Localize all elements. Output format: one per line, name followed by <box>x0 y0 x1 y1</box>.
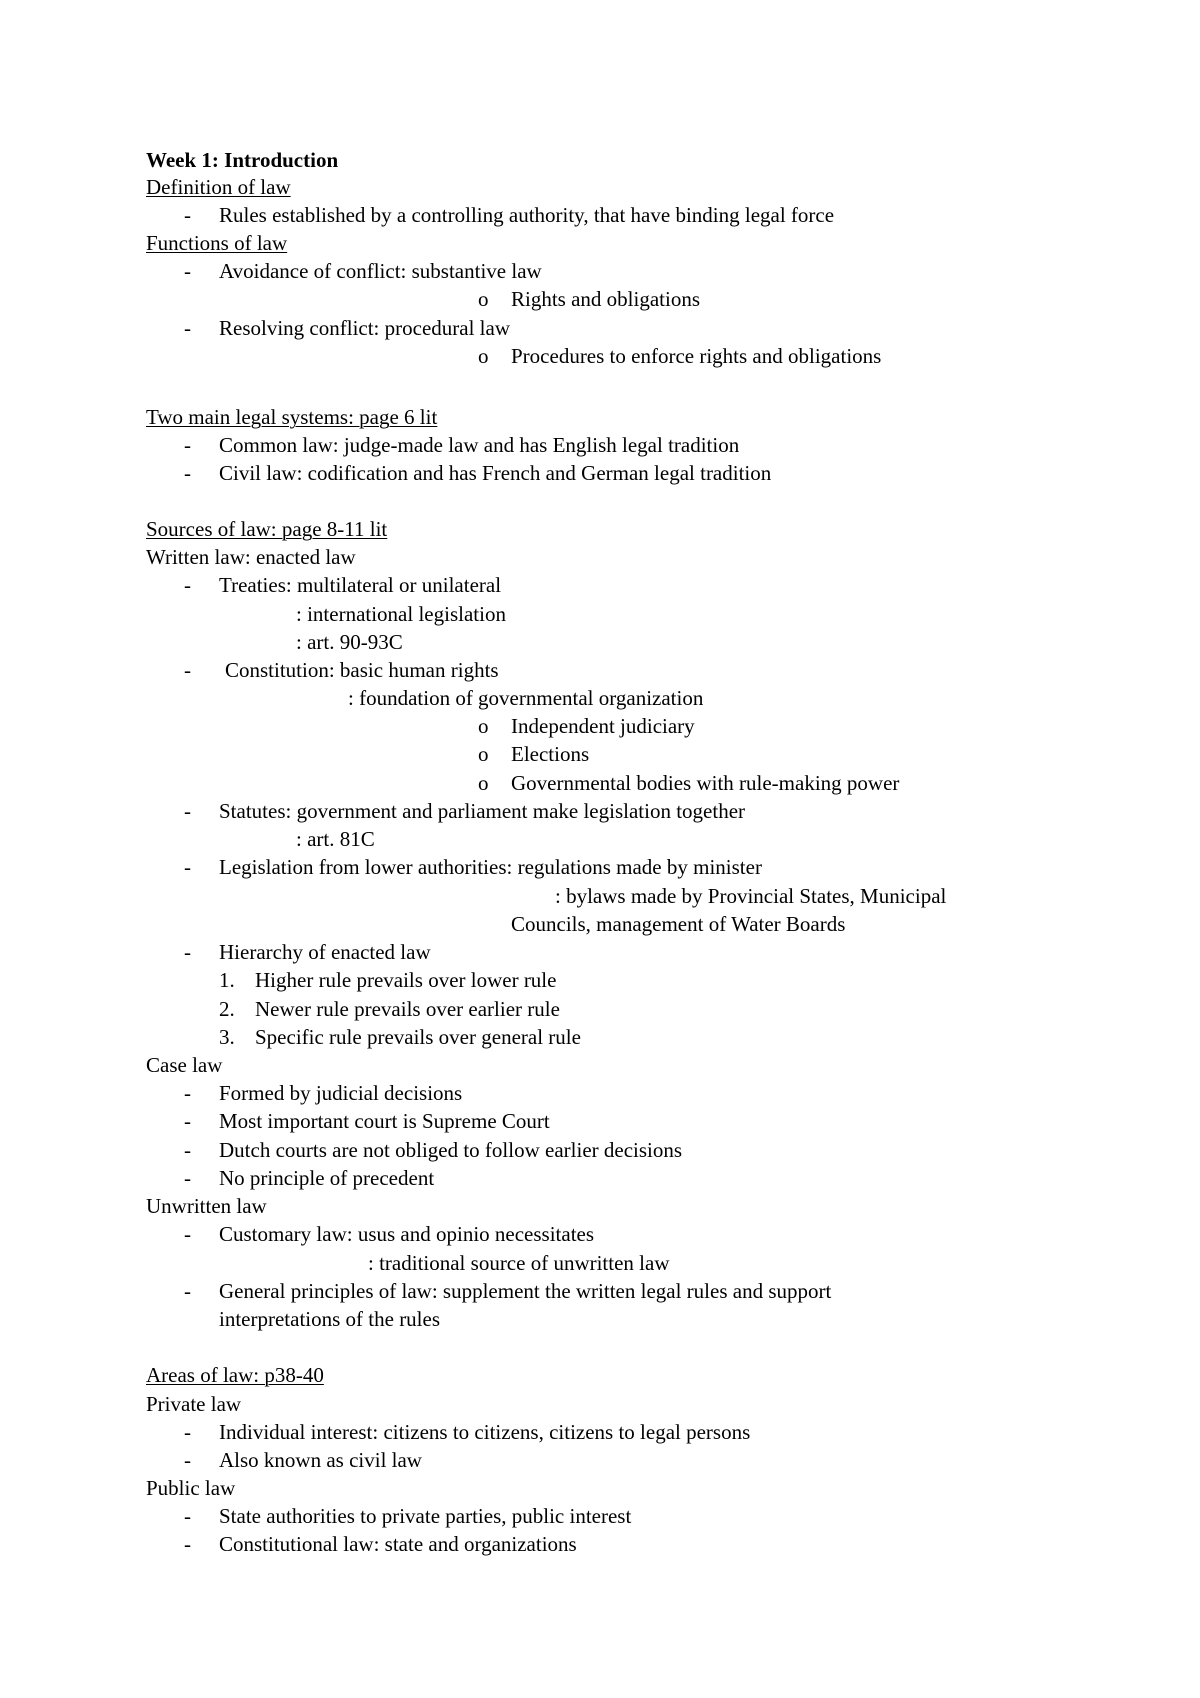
bullet-dash: - <box>184 1279 191 1303</box>
list-item: Customary law: usus and opinio necessitates <box>219 1222 595 1246</box>
heading-definition: Definition of law <box>146 175 291 199</box>
bullet-circle: o <box>478 714 489 738</box>
list-item: Legislation from lower authorities: regulations made by minister <box>219 855 762 879</box>
bullet-dash: - <box>184 940 191 964</box>
list-item: Newer rule prevails over earlier rule <box>255 997 560 1021</box>
list-item: Dutch courts are not obliged to follow earlier decisions <box>219 1138 683 1162</box>
list-item: Higher rule prevails over lower rule <box>255 968 557 992</box>
bullet-dash: - <box>184 1448 191 1472</box>
continuation-line: : bylaws made by Provincial States, Municipal <box>555 884 947 908</box>
heading-areas: Areas of law: p38-40 <box>146 1363 324 1387</box>
list-item: Treaties: multilateral or unilateral <box>219 573 502 597</box>
continuation-line: interpretations of the rules <box>219 1307 441 1331</box>
bullet-dash: - <box>184 1504 191 1528</box>
list-item: Hierarchy of enacted law <box>219 940 431 964</box>
subheading-public-law: Public law <box>146 1476 236 1500</box>
list-number: 1. <box>219 968 235 992</box>
bullet-dash: - <box>184 203 191 227</box>
bullet-circle: o <box>478 344 489 368</box>
list-item: Most important court is Supreme Court <box>219 1109 550 1133</box>
continuation-line: : international legislation <box>296 602 506 626</box>
heading-functions: Functions of law <box>146 231 288 255</box>
list-item: Resolving conflict: procedural law <box>219 316 510 340</box>
list-item: Also known as civil law <box>219 1448 422 1472</box>
list-item: Statutes: government and parliament make legislation together <box>219 799 746 823</box>
list-number: 2. <box>219 997 235 1021</box>
bullet-dash: - <box>184 1081 191 1105</box>
bullet-dash: - <box>184 1532 191 1556</box>
list-item: Individual interest: citizens to citizens, citizens to legal persons <box>219 1420 751 1444</box>
bullet-dash: - <box>184 855 191 879</box>
bullet-dash: - <box>184 1109 191 1133</box>
list-item: No principle of precedent <box>219 1166 435 1190</box>
list-item: Elections <box>511 742 590 766</box>
bullet-dash: - <box>184 259 191 283</box>
list-item: Rights and obligations <box>511 287 700 311</box>
subheading-written-law: Written law: enacted law <box>146 545 356 569</box>
bullet-dash: - <box>184 1222 191 1246</box>
bullet-dash: - <box>184 316 191 340</box>
bullet-dash: - <box>184 433 191 457</box>
list-item: Common law: judge-made law and has English legal tradition <box>219 433 740 457</box>
continuation-line: : traditional source of unwritten law <box>368 1251 670 1275</box>
list-item: Avoidance of conflict: substantive law <box>219 259 542 283</box>
continuation-line: Councils, management of Water Boards <box>511 912 846 936</box>
bullet-dash: - <box>184 658 191 682</box>
heading-sources: Sources of law: page 8-11 lit <box>146 517 388 541</box>
list-item: Independent judiciary <box>511 714 695 738</box>
subheading-case-law: Case law <box>146 1053 223 1077</box>
subheading-unwritten-law: Unwritten law <box>146 1194 267 1218</box>
list-item: Civil law: codification and has French and German legal tradition <box>219 461 772 485</box>
list-item: State authorities to private parties, public interest <box>219 1504 632 1528</box>
list-item: Constitution: basic human rights <box>225 658 499 682</box>
bullet-circle: o <box>478 742 489 766</box>
page-title: Week 1: Introduction <box>146 148 339 172</box>
list-item: Procedures to enforce rights and obligations <box>511 344 882 368</box>
bullet-circle: o <box>478 287 489 311</box>
bullet-dash: - <box>184 1138 191 1162</box>
list-number: 3. <box>219 1025 235 1049</box>
subheading-private-law: Private law <box>146 1392 242 1416</box>
list-item: Rules established by a controlling authority, that have binding legal force <box>219 203 835 227</box>
list-item: Formed by judicial decisions <box>219 1081 463 1105</box>
list-item: Specific rule prevails over general rule <box>255 1025 581 1049</box>
bullet-circle: o <box>478 771 489 795</box>
bullet-dash: - <box>184 1166 191 1190</box>
list-item: Constitutional law: state and organizations <box>219 1532 577 1556</box>
bullet-dash: - <box>184 1420 191 1444</box>
continuation-line: : foundation of governmental organization <box>348 686 704 710</box>
list-item: Governmental bodies with rule-making power <box>511 771 900 795</box>
bullet-dash: - <box>184 799 191 823</box>
bullet-dash: - <box>184 573 191 597</box>
heading-systems: Two main legal systems: page 6 lit <box>146 405 438 429</box>
continuation-line: : art. 90-93C <box>296 630 403 654</box>
bullet-dash: - <box>184 461 191 485</box>
continuation-line: : art. 81C <box>296 827 375 851</box>
list-item: General principles of law: supplement the written legal rules and support <box>219 1279 832 1303</box>
